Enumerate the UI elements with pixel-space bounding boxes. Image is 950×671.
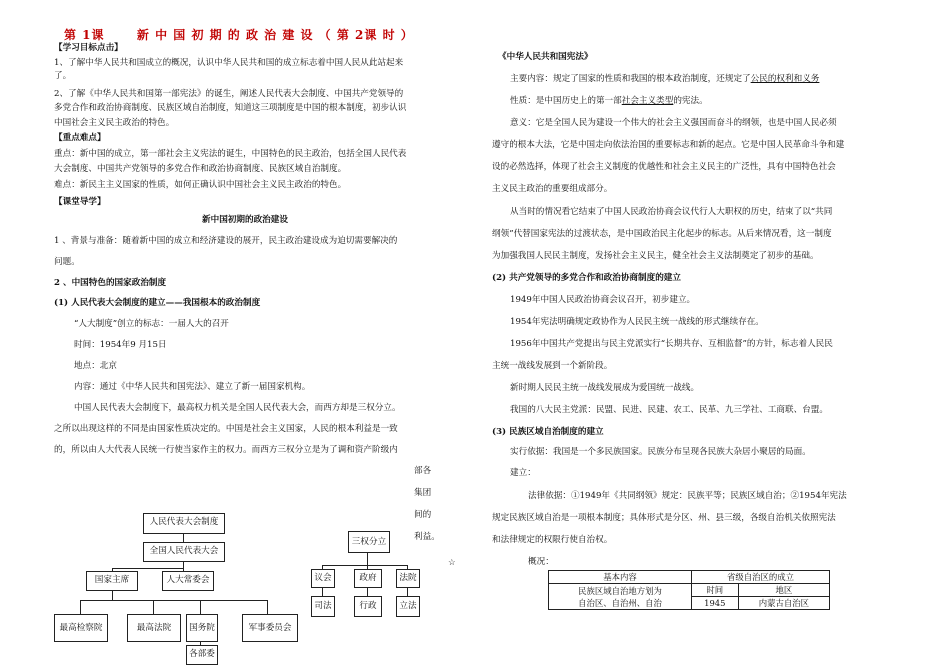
overview-label: 概况： bbox=[528, 557, 554, 567]
side-text-3: 间的 bbox=[414, 510, 432, 520]
lesson-number: 第 1课 bbox=[64, 28, 105, 42]
constitution-title: 《中华人民共和国宪法》 bbox=[498, 52, 593, 62]
side-text-2: 集团 bbox=[414, 488, 432, 498]
socialist-type-underlined: 社会主义类型 bbox=[621, 96, 674, 106]
legislature-box: 立法 bbox=[396, 596, 420, 617]
legal-basis-3: 和法律规定的权限行使自治权。 bbox=[492, 535, 613, 545]
star-icon: ☆ bbox=[448, 558, 456, 568]
table-header-provincial: 省级自治区的成立 bbox=[691, 571, 829, 584]
multiparty-3a: 1956年中国共产党提出与民主党派实行“长期共存、互相监督”的方针，标志着人民民 bbox=[510, 339, 833, 349]
court-box: 法院 bbox=[396, 569, 420, 588]
section-title: 新中国初期的政治建设 bbox=[202, 215, 288, 225]
key-1-line-1: 重点：新中国的成立，第一部社会主义宪法的诞生，中国特色的民主政治，包括全国人民代表 bbox=[54, 149, 407, 159]
class-heading: 【课堂导学】 bbox=[54, 197, 106, 207]
standing-committee-box: 人大常委会 bbox=[162, 571, 214, 591]
subsection-1-heading: (1) 人民代表大会制度的建立——我国根本的政治制度 bbox=[54, 298, 261, 308]
table-region: 内蒙古自治区 bbox=[738, 597, 829, 610]
section-2-heading: 2 、中国特色的国家政治制度 bbox=[54, 278, 167, 288]
cppcc-line-2: 纲领”代替国家宪法的过渡状态，是中国政治民主化起步的标志。从后来情况看，这一制度 bbox=[492, 229, 832, 239]
goal-1-line-2: 了。 bbox=[54, 71, 72, 81]
goal-2-line-1: 2、了解《中华人民共和国第一部宪法》的诞生，阐述人民代表大会制度、中国共产党领导的 bbox=[54, 89, 404, 99]
judiciary-box: 司法 bbox=[311, 596, 335, 617]
government-box: 政府 bbox=[354, 569, 382, 588]
side-text-1: 部各 bbox=[414, 466, 432, 476]
table-sub-area: 地区 bbox=[738, 584, 829, 597]
multiparty-1: 1949年中国人民政治协商会议召开，初步建立。 bbox=[510, 295, 696, 305]
supreme-court-box: 最高法院 bbox=[127, 614, 181, 642]
table-year: 1945 bbox=[691, 597, 738, 610]
subsection-2-heading: (2) 共产党领导的多党合作和政治协商制度的建立 bbox=[492, 273, 681, 283]
npc-marker: “人大制度”创立的标志：一届人大的召开 bbox=[74, 319, 229, 329]
cppcc-line-1: 从当时的情况看它结束了中国人民政治协商会议代行人大职权的历史，结束了以“共同 bbox=[510, 207, 833, 217]
npc-time: 时间：1954年9 月15日 bbox=[74, 340, 167, 350]
state-president-box: 国家主席 bbox=[86, 571, 138, 591]
separation-box: 三权分立 bbox=[348, 531, 390, 553]
legal-basis-2: 规定民族区域自治是一项根本制度；具体形式是分区、州、县三级，各级自治机关依照宪法 bbox=[492, 513, 836, 523]
key-heading: 【重点难点】 bbox=[54, 133, 106, 143]
multiparty-2: 1954年宪法明确规定政协作为人民民主统一战线的形式继续存在。 bbox=[510, 317, 764, 327]
npc-para-1: 中国人民代表大会制度下，最高权力机关是全国人民代表大会，而西方却是三权分立。 bbox=[74, 403, 401, 413]
subsection-3-heading: (3) 民族区域自治制度的建立 bbox=[492, 427, 604, 437]
autonomy-establish: 建立： bbox=[510, 468, 536, 478]
table-basic-content: 民族区域自治地方划为 自治区、自治州、自治 bbox=[549, 584, 692, 610]
lesson-title bbox=[64, 26, 414, 43]
cppcc-line-3: 为加强我国人民民主制度，发扬社会主义民主，健全社会主义法制奠定了初步的基础。 bbox=[492, 251, 819, 261]
npc-system-box: 人民代表大会制度 bbox=[143, 513, 225, 534]
rights-duties-underlined: 公民的权利和义务 bbox=[750, 74, 820, 84]
meaning-line-2: 遵守的根本大法，它是中国走向依法治国的重要标志和新的起点。它是中国人民革命斗争和建 bbox=[492, 140, 845, 150]
npc-place: 地点：北京 bbox=[74, 361, 117, 371]
lesson-name: 新 中 国 初 期 的 政 治 建 设 （ 第 2课 时 ） bbox=[136, 28, 414, 42]
national-congress-box: 全国人民代表大会 bbox=[143, 542, 225, 562]
table-sub-time: 时间 bbox=[691, 584, 738, 597]
autonomy-table bbox=[548, 570, 830, 610]
background-line-2: 问题。 bbox=[54, 257, 80, 267]
npc-para-2: 之所以出现这样的不同是由国家性质决定的。中国是社会主义国家，人民的根本利益是一致 bbox=[54, 424, 398, 434]
npc-para-3: 的，所以由人大代表人民统一行使当家作主的权力。而西方三权分立是为了调和资产阶级内 bbox=[54, 445, 398, 455]
meaning-line-3: 设的必然选择，体现了社会主义制度的优越性和社会主义民主的广泛性，具有中国特色社会 bbox=[492, 162, 836, 172]
goal-2-line-3: 中国社会主义民主政治的特色。 bbox=[54, 118, 175, 128]
ministries-box: 各部委 bbox=[186, 645, 218, 665]
procuratorate-box: 最高检察院 bbox=[54, 614, 108, 642]
table-header-basic: 基本内容 bbox=[549, 571, 692, 584]
goals-heading: 【学习目标点击】 bbox=[54, 43, 123, 53]
legal-basis-1: 法律依据：①1949年《共同纲领》规定：民族平等；民族区域自治；②1954年宪法 bbox=[528, 491, 847, 501]
background-line-1: 1 、背景与准备：随着新中国的成立和经济建设的展开，民主政治建设成为迫切需要解决的 bbox=[54, 236, 398, 246]
key-1-line-2: 大会制度、中国共产党领导的多党合作和政治协商制度、民族区域自治制度。 bbox=[54, 164, 347, 174]
multiparty-5: 我国的八大民主党派：民盟、民进、民建、农工、民革、九三学社、工商联、台盟。 bbox=[510, 405, 828, 415]
multiparty-4: 新时期人民民主统一战线发展成为爱国统一战线。 bbox=[510, 383, 700, 393]
goal-1-line-1: 1、了解中华人民共和国成立的概况，认识中华人民共和国的成立标志着中国人民从此站起来 bbox=[54, 58, 404, 68]
state-council-box: 国务院 bbox=[186, 614, 218, 642]
key-2: 难点：新民主主义国家的性质，如何正确认识中国社会主义民主政治的特色。 bbox=[54, 180, 347, 190]
executive-box: 行政 bbox=[354, 596, 382, 617]
autonomy-basis: 实行依据：我国是一个多民族国家。民族分布呈现各民族大杂居小聚居的局面。 bbox=[510, 447, 811, 457]
military-commission-box: 军事委员会 bbox=[242, 614, 298, 642]
npc-content: 内容：通过《中华人民共和国宪法》、建立了新一届国家机构。 bbox=[74, 382, 311, 392]
multiparty-3b: 主统一战线发展到一个新阶段。 bbox=[492, 361, 613, 371]
constitution-nature: 性质：是中国历史上的第一部社会主义类型的宪法。 bbox=[510, 96, 708, 106]
meaning-line-1: 意义：它是全国人民为建设一个伟大的社会主义强国而奋斗的纲领，也是中国人民必须 bbox=[510, 118, 837, 128]
meaning-line-4: 主义民主政治的重要组成部分。 bbox=[492, 184, 613, 194]
parliament-box: 议会 bbox=[311, 569, 335, 588]
side-text-4: 利益。 bbox=[414, 532, 440, 542]
goal-2-line-2: 多党合作和政治协商制度、民族区域自治制度，知道这三项制度是中国的根本制度，初步认识 bbox=[54, 103, 407, 113]
constitution-main-content: 主要内容：规定了国家的性质和我国的根本政治制度，还规定了公民的权利和义务 bbox=[510, 74, 820, 84]
